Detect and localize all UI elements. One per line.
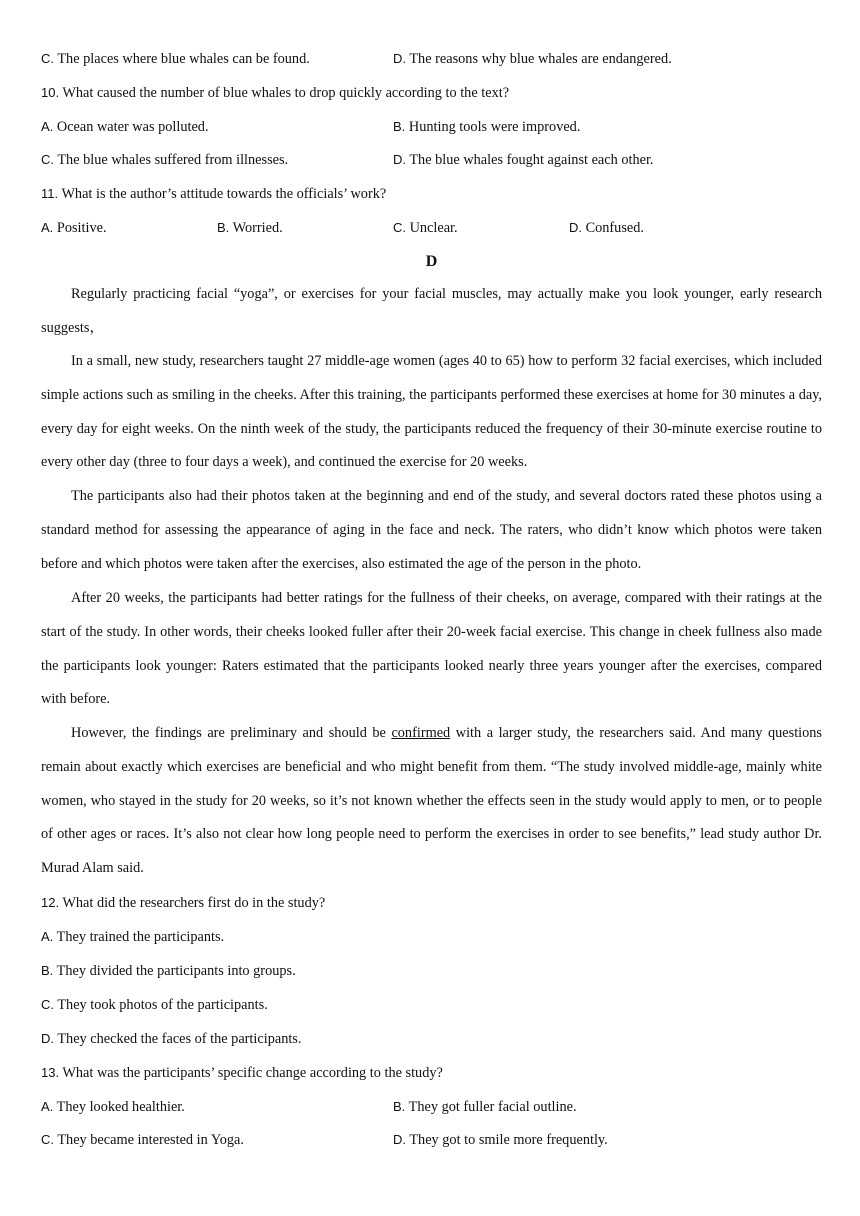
q10-option-d: D. The blue whales fought against each other.	[393, 152, 654, 168]
q11-stem: 11. What is the author’s attitude towards the officials’ work?	[41, 186, 387, 202]
q11-option-d: D. Confused.	[569, 220, 644, 236]
q9-options-cd	[41, 48, 672, 70]
q13-options-ab	[41, 1096, 577, 1118]
passage-paragraph-3: The participants also had their photos taken at the beginning and end of the study, and several doctors rated these photos using a standard method for assessing the appearance of aging in the face and neck. The raters, who didn’t know which photos were taken before and which photos were taken after the exercises, also estimated the age of the person in the photo.	[41, 488, 822, 572]
q10-options-ab	[41, 116, 581, 138]
q10-options-cd	[41, 149, 654, 171]
q11-options	[41, 217, 822, 239]
q12-option-b: B. They divided the participants into groups.	[41, 963, 296, 979]
q11-option-c: C. Unclear.	[393, 220, 458, 236]
passage-title: D	[425, 253, 438, 270]
q10-option-a: A. Ocean water was polluted.	[41, 119, 209, 135]
q13-option-d: D. They got to smile more frequently.	[393, 1132, 608, 1148]
q10-option-b: B. Hunting tools were improved.	[393, 119, 581, 135]
passage-paragraph-1: Regularly practicing facial “yoga”, or exercises for your facial muscles, may actually make you look younger, early research suggests，	[41, 286, 822, 336]
q13-option-b: B. They got fuller facial outline.	[393, 1099, 577, 1115]
passage-paragraph-4: After 20 weeks, the participants had better ratings for the fullness of their cheeks, on average, compared with their ratings at the start of the study. In other words, their cheeks looked fuller after their 20-week facial exercise. This change in cheek fullness also made the participants look younger: Raters estimated that the participants looked nearly three years younger after the exercises, compared with before.	[41, 590, 822, 708]
q9-option-d: D. The reasons why blue whales are endangered.	[393, 51, 672, 67]
underlined-word: confirmed	[391, 725, 451, 741]
q12-option-d: D. They checked the faces of the participants.	[41, 1031, 302, 1047]
q11-option-b: B. Worried.	[217, 220, 283, 236]
q12-option-a: A. They trained the participants.	[41, 929, 225, 945]
q13-option-a: A. They looked healthier.	[41, 1099, 185, 1115]
passage-paragraph-2: In a small, new study, researchers taught 27 middle-age women (ages 40 to 65) how to perform 32 facial exercises, which included simple actions such as smiling in the cheeks. After this training, the participants performed these exercises at home for 30 minutes a day, every day for eight weeks. On the ninth week of the study, the participants reduced the frequency of their 30-minute exercise routine to every other day (three to four days a week), and continued the exercise for 20 weeks.	[41, 353, 822, 471]
q13-options-cd	[41, 1129, 608, 1151]
q9-option-c: C. The places where blue whales can be found.	[41, 51, 310, 67]
passage-paragraph-5: However, the findings are preliminary and should be confirmed with a larger study, the researchers said. And many questions remain about exactly which exercises are beneficial and who might benefit from them. “The study involved middle-age, mainly white women, who stayed in the study for 20 weeks, so it’s not known whether the effects seen in the study would apply to men, or to people of other ages or races. It’s also not clear how long people need to perform the exercises in order to see benefits,” lead study author Dr. Murad Alam said.	[41, 725, 822, 877]
q13-option-c: C. They became interested in Yoga.	[41, 1132, 244, 1148]
q12-stem: 12. What did the researchers first do in the study?	[41, 895, 326, 911]
q13-stem: 13. What was the participants’ specific change according to the study?	[41, 1065, 443, 1081]
q10-stem: 10. What caused the number of blue whales to drop quickly according to the text?	[41, 85, 510, 101]
q11-option-a: A. Positive.	[41, 220, 107, 236]
q10-option-c: C. The blue whales suffered from illnesses.	[41, 152, 289, 168]
q12-option-c: C. They took photos of the participants.	[41, 997, 268, 1013]
